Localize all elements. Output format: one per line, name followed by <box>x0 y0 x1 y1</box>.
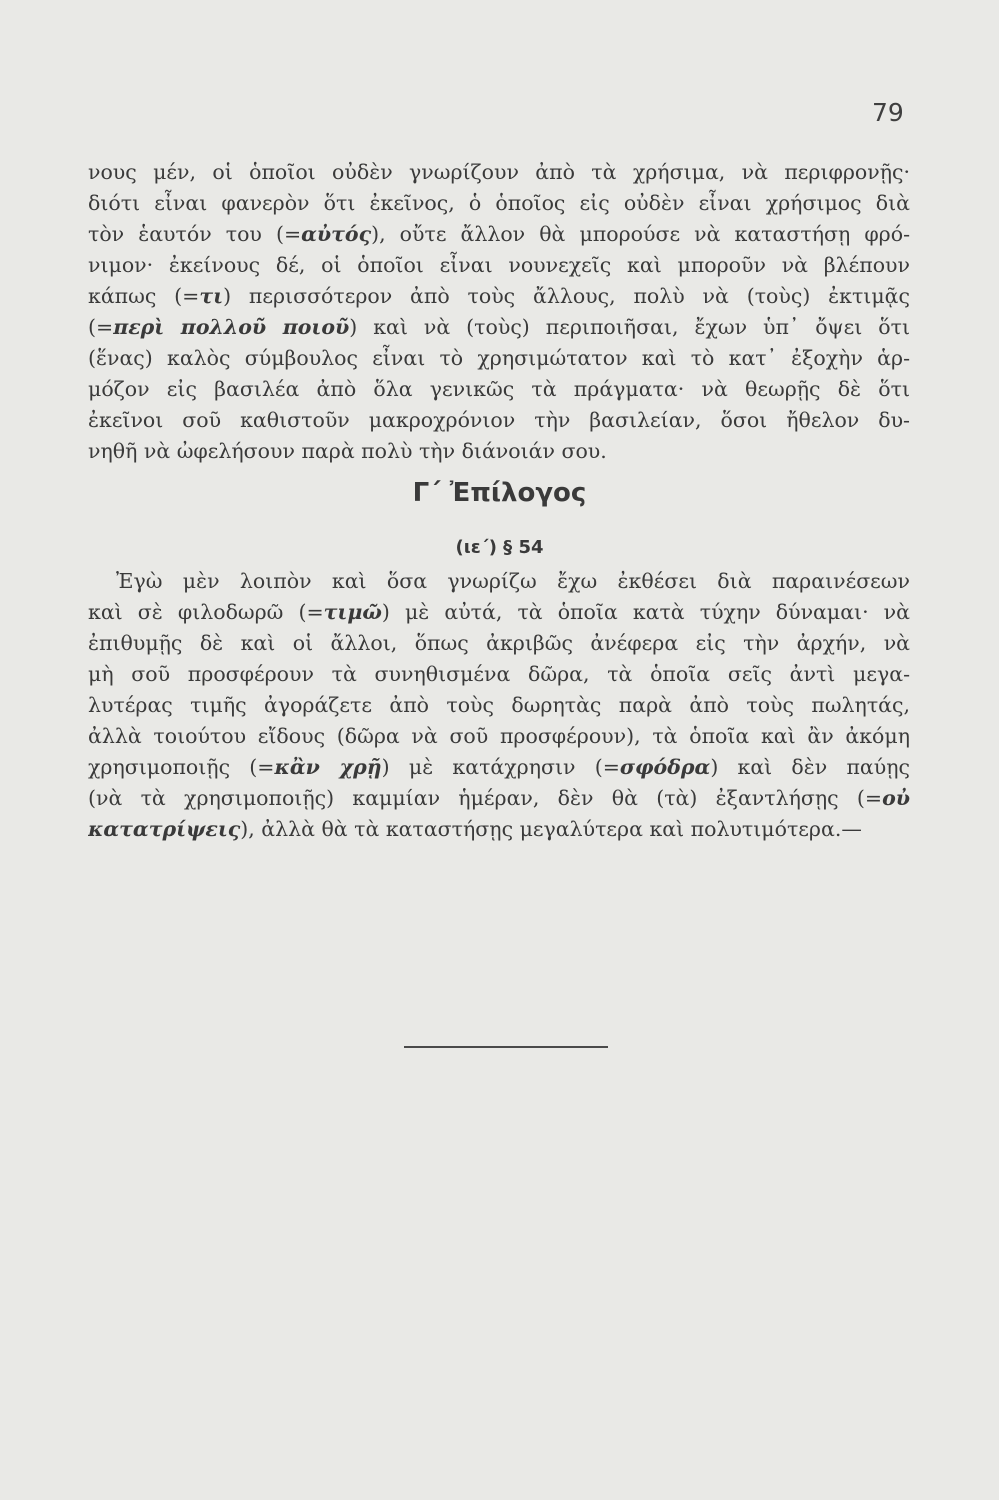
text-line: (νὰ τὰ χρησιμοποιῇς) καμμίαν ἡμέραν, δὲν θὰ (τὰ) ἐξαντλήσῃς (=οὐ <box>88 786 910 810</box>
text-line: τὸν ἑαυτόν του (=αὐτός), οὔτε ἄλλον θὰ μπορούσε νὰ καταστήσῃ φρό- <box>88 222 910 246</box>
text-line: Ἐγὼ μὲν λοιπὸν καὶ ὅσα γνωρίζω ἔχω ἐκθέσει διὰ παραινέσεων <box>116 569 910 593</box>
section-heading: Γ΄ Ἐπίλογος <box>412 478 587 508</box>
emphasis-term: κἂν χρῇ <box>274 755 382 779</box>
text-line: λυτέρας τιμῆς ἀγοράζετε ἀπὸ τοὺς δωρητὰς παρὰ ἀπὸ τοὺς πωλητάς, <box>88 693 910 717</box>
horizontal-rule <box>404 1046 608 1048</box>
text-line: διότι εἶναι φανερὸν ὅτι ἐκεῖνος, ὁ ὁποῖος εἰς οὐδὲν εἶναι χρήσιμος διὰ <box>88 191 910 215</box>
text-line: νηθῆ νὰ ὠφελήσουν παρὰ πολὺ τὴν διάνοιάν σου. <box>88 439 607 463</box>
text-line: μόζον εἰς βασιλέα ἀπὸ ὅλα γενικῶς τὰ πράγματα· νὰ θεωρῇς δὲ ὅτι <box>88 377 910 401</box>
emphasis-term: τιμῶ <box>323 600 382 624</box>
text-line: νιμον· ἐκείνους δέ, οἱ ὁποῖοι εἶναι νουνεχεῖς καὶ μποροῦν νὰ βλέπουν <box>88 253 910 277</box>
text-line: (=περὶ πολλοῦ ποιοῦ) καὶ νὰ (τοὺς) περιποιῆσαι, ἔχων ὑπ᾿ ὄψει ὅτι <box>88 315 910 339</box>
text-line: νους μέν, οἱ ὁποῖοι οὐδὲν γνωρίζουν ἀπὸ τὰ χρήσιμα, νὰ περιφρονῇς· <box>88 160 910 184</box>
page-number: 79 <box>872 98 904 127</box>
emphasis-term: περὶ πολλοῦ ποιοῦ <box>113 315 350 339</box>
paragraph-2 <box>88 566 910 845</box>
text-line: καὶ σὲ φιλοδωρῶ (=τιμῶ) μὲ αὐτά, τὰ ὁποῖα κατὰ τύχην δύναμαι· νὰ <box>88 600 910 624</box>
text-line: (ἕνας) καλὸς σύμβουλος εἶναι τὸ χρησιμώτατον καὶ τὸ κατ᾿ ἐξοχὴν ἁρ- <box>88 346 910 370</box>
text-line: ἀλλὰ τοιούτου εἴδους (δῶρα νὰ σοῦ προσφέρουν), τὰ ὁποῖα καὶ ἂν ἀκόμη <box>88 724 910 748</box>
text-line: ἐκεῖνοι σοῦ καθιστοῦν μακροχρόνιον τὴν βασιλείαν, ὅσοι ἤθελον δυ- <box>88 408 910 432</box>
text-line: κατατρίψεις), ἀλλὰ θὰ τὰ καταστήσῃς μεγαλύτερα καὶ πολυτιμότερα.— <box>88 817 862 841</box>
paragraph-1 <box>88 157 910 467</box>
section-reference: (ιε΄) § 54 <box>455 537 544 558</box>
text-line: ἐπιθυμῇς δὲ καὶ οἱ ἄλλοι, ὅπως ἀκριβῶς ἀνέφερα εἰς τὴν ἀρχήν, νὰ <box>88 631 910 655</box>
text-line: χρησιμοποιῇς (=κἂν χρῇ) μὲ κατάχρησιν (=σφόδρα) καὶ δὲν παύῃς <box>88 755 910 779</box>
emphasis-term: τι <box>199 284 224 308</box>
text-line: κάπως (=τι) περισσότερον ἀπὸ τοὺς ἄλλους, πολὺ νὰ (τοὺς) ἐκτιμᾷς <box>88 284 910 308</box>
emphasis-term: κατατρίψεις <box>88 817 241 841</box>
emphasis-term: αὐτός <box>301 222 372 246</box>
emphasis-term: σφόδρα <box>619 755 711 779</box>
emphasis-term: οὐ <box>882 786 910 810</box>
text-line: μὴ σοῦ προσφέρουν τὰ συνηθισμένα δῶρα, τὰ ὁποῖα σεῖς ἀντὶ μεγα- <box>88 662 910 686</box>
